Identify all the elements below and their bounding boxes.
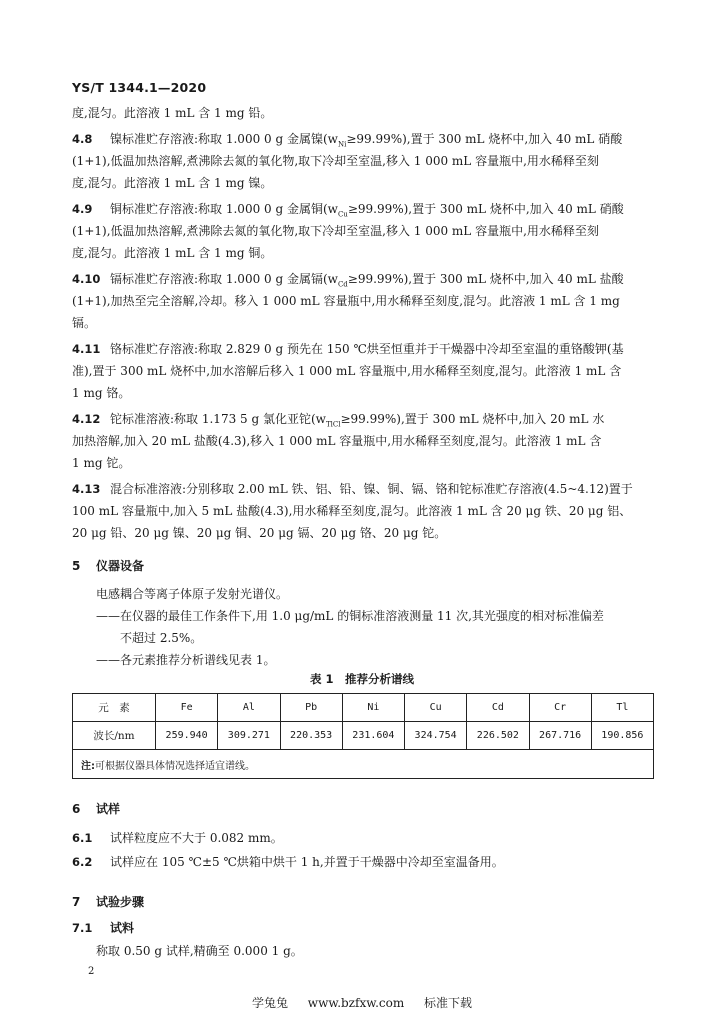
clause-number: 6.2 bbox=[72, 855, 93, 869]
text: 镍标准贮存溶液:称取 1.000 0 g 金属镍(w bbox=[110, 132, 338, 146]
text: 试样粒度应不大于 0.082 mm。 bbox=[110, 831, 283, 845]
paragraph-line: 称取 0.50 g 试样,精确至 0.000 1 g。 bbox=[96, 944, 303, 958]
section-title: 仪器设备 bbox=[96, 559, 145, 573]
row-label: 波长/nm bbox=[73, 722, 156, 750]
section-title: 试验步骤 bbox=[96, 895, 145, 909]
wavelength-cell: 231.604 bbox=[342, 722, 404, 750]
section-number: 5 bbox=[72, 559, 81, 573]
paragraph-line: (1+1),低温加热溶解,煮沸除去氮的氧化物,取下冷却至室温,移入 1 000 mL 容量瓶中,用水稀释至刻 bbox=[72, 224, 599, 238]
wavelength-cell: 324.754 bbox=[405, 722, 467, 750]
wavelength-cell: 259.940 bbox=[156, 722, 218, 750]
element-cell: Cr bbox=[529, 694, 591, 722]
section-5-heading bbox=[72, 557, 144, 574]
standard-code: YS/T 1344.1—2020 bbox=[72, 80, 207, 95]
element-cell: Cu bbox=[405, 694, 467, 722]
clause-7-1-heading bbox=[72, 919, 134, 936]
element-cell: Pb bbox=[280, 694, 342, 722]
text: 铬标准贮存溶液:称取 2.829 0 g 预先在 150 ℃烘至恒重并于干燥器中冷却至室温的重铬酸钾(基 bbox=[110, 342, 624, 356]
paragraph-line: (1+1),加热至完全溶解,冷却。移入 1 000 mL 容量瓶中,用水稀释至刻度,混匀。此溶液 1 mL 含 1 mg bbox=[72, 294, 620, 308]
paragraph-line: 度,混匀。此溶液 1 mL 含 1 mg 铜。 bbox=[72, 246, 273, 260]
subscript: Cd bbox=[337, 280, 348, 289]
clause-number: 4.8 bbox=[72, 132, 93, 146]
wavelength-cell: 220.353 bbox=[280, 722, 342, 750]
section-number: 6 bbox=[72, 802, 81, 816]
wavelength-cell: 190.856 bbox=[591, 722, 653, 750]
text: ≥99.99%),置于 300 mL 烧杯中,加入 40 mL 硝酸 bbox=[347, 202, 624, 216]
footer-url[interactable]: www.bzfxw.com bbox=[307, 996, 405, 1010]
paragraph-line: 度,混匀。此溶液 1 mL 含 1 mg 镍。 bbox=[72, 176, 273, 190]
wavelength-cell: 309.271 bbox=[218, 722, 280, 750]
paragraph-line: (1+1),低温加热溶解,煮沸除去氮的氧化物,取下冷却至室温,移入 1 000 mL 容量瓶中,用水稀释至刻 bbox=[72, 154, 599, 168]
text: 镉标准贮存溶液:称取 1.000 0 g 金属镉(w bbox=[110, 272, 338, 286]
text: ≥99.99%),置于 300 mL 烧杯中,加入 20 mL 水 bbox=[340, 412, 605, 426]
text: 铜标准贮存溶液:称取 1.000 0 g 金属铜(w bbox=[110, 202, 338, 216]
clause-number: 4.11 bbox=[72, 342, 101, 356]
page-number: 2 bbox=[88, 966, 95, 977]
paragraph-line: 1 mg 铬。 bbox=[72, 386, 131, 400]
paragraph-line: 准),置于 300 mL 烧杯中,加水溶解后移入 1 000 mL 容量瓶中,用水稀释至刻度,混匀。此溶液 1 mL 含 bbox=[72, 364, 622, 378]
clause-number: 6.1 bbox=[72, 831, 93, 845]
note-text: 可根据仪器具体情况选择适宜谱线。 bbox=[95, 760, 255, 772]
clause-number: 4.12 bbox=[72, 412, 101, 426]
row-label: 元 素 bbox=[73, 694, 156, 722]
section-6-heading bbox=[72, 800, 120, 817]
subscript: TlCl bbox=[325, 420, 341, 429]
footer-slogan: 标准下载 bbox=[424, 996, 473, 1010]
clause-6-1 bbox=[72, 827, 283, 849]
section-number: 7 bbox=[72, 895, 81, 909]
clause-number: 4.9 bbox=[72, 202, 93, 216]
clause-number: 4.10 bbox=[72, 272, 101, 286]
section-7-heading bbox=[72, 893, 144, 910]
text: 铊标准溶液:称取 1.173 5 g 氯化亚铊(w bbox=[110, 412, 326, 426]
paragraph-line: 不超过 2.5%。 bbox=[120, 631, 203, 645]
text: ≥99.99%),置于 300 mL 烧杯中,加入 40 mL 硝酸 bbox=[346, 132, 623, 146]
clause-6-2 bbox=[72, 851, 504, 873]
dash-item: ——各元素推荐分析谱线见表 1。 bbox=[96, 653, 276, 667]
paragraph-line: 加热溶解,加入 20 mL 盐酸(4.3),移入 1 000 mL 容量瓶中,用水稀释至刻度,混匀。此溶液 1 mL 含 bbox=[72, 434, 602, 448]
paragraph-line: 镉。 bbox=[72, 316, 97, 330]
element-cell: Tl bbox=[591, 694, 653, 722]
table-title: 表 1 推荐分析谱线 bbox=[309, 672, 414, 686]
table-row-note bbox=[73, 750, 654, 779]
wavelength-cell: 267.716 bbox=[529, 722, 591, 750]
footer-site-name: 学兔兔 bbox=[251, 996, 288, 1010]
text: ≥99.99%),置于 300 mL 烧杯中,加入 40 mL 盐酸 bbox=[347, 272, 624, 286]
subscript: Cu bbox=[337, 210, 348, 219]
footer-watermark bbox=[0, 994, 724, 1011]
paragraph-line: 1 mg 铊。 bbox=[72, 456, 131, 470]
wavelength-cell: 226.502 bbox=[467, 722, 529, 750]
dash-item: ——在仪器的最佳工作条件下,用 1.0 μg/mL 的铜标准溶液测量 11 次,其光强度的相对标准偏差 bbox=[96, 609, 604, 623]
paragraph-line: 电感耦合等离子体原子发射光谱仪。 bbox=[96, 587, 289, 601]
table-note bbox=[73, 750, 654, 779]
text: 试样应在 105 ℃±5 ℃烘箱中烘干 1 h,并置于干燥器中冷却至室温备用。 bbox=[110, 855, 504, 869]
spectral-lines-table bbox=[72, 693, 654, 779]
paragraph-line: 20 μg 铅、20 μg 镍、20 μg 铜、20 μg 镉、20 μg 铬、20 μg 铊。 bbox=[72, 526, 447, 540]
clause-4-11 bbox=[72, 338, 624, 360]
element-cell: Ni bbox=[342, 694, 404, 722]
text: 混合标准溶液:分别移取 2.00 mL 铁、铝、铅、镍、铜、镉、铬和铊标准贮存溶液(4.5~4.12)置于 bbox=[110, 482, 633, 496]
element-cell: Fe bbox=[156, 694, 218, 722]
clause-4-13 bbox=[72, 478, 633, 500]
paragraph-line: 度,混匀。此溶液 1 mL 含 1 mg 铅。 bbox=[72, 106, 273, 120]
clause-number: 4.13 bbox=[72, 482, 101, 496]
note-label: 注: bbox=[81, 760, 95, 772]
table-row-elements bbox=[73, 694, 654, 722]
table-row-wavelengths bbox=[73, 722, 654, 750]
paragraph-line: 100 mL 容量瓶中,加入 5 mL 盐酸(4.3),用水稀释至刻度,混匀。此溶液 1 mL 含 20 μg 铁、20 μg 铝、 bbox=[72, 504, 632, 518]
subscript: Ni bbox=[337, 140, 347, 149]
section-title: 试样 bbox=[96, 802, 121, 816]
element-cell: Al bbox=[218, 694, 280, 722]
element-cell: Cd bbox=[467, 694, 529, 722]
clause-number: 7.1 bbox=[72, 921, 93, 935]
clause-title: 试料 bbox=[110, 921, 135, 935]
